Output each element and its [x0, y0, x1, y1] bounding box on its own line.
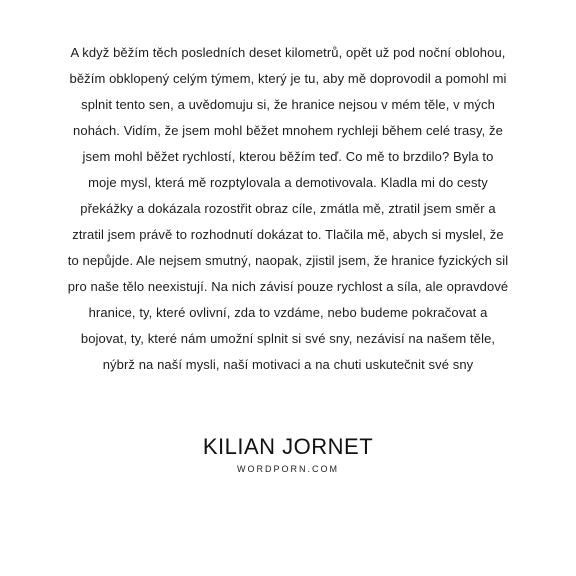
quote-line: moje mysl, která mě rozptylovala a demotivovala. Kladla mi do cesty	[88, 175, 488, 190]
quote-line: to nepůjde. Ale nejsem smutný, naopak, zjistil jsem, že hranice fyzických sil	[67, 253, 509, 268]
author-name: KILIAN JORNET	[202, 434, 374, 459]
quote-line: nohách. Vidím, že jsem mohl běžet mnohem rychleji během celé trasy, že	[73, 123, 503, 138]
quote-line: jsem mohl běžet rychlostí, kterou běžím teď. Co mě to brzdilo? Byla to	[82, 149, 494, 164]
quote-line: překážky a dokázala rozostřit obraz cíle, zmátla mě, ztratil jsem směr a	[80, 201, 496, 216]
quote-line: hranice, ty, které ovlivní, zda to vzdáme, nebo budeme pokračovat a	[88, 305, 488, 320]
quote-line: pro naše tělo neexistují. Na nich závisí pouze rychlost a síla, ale opravdové	[67, 279, 509, 294]
quote-line: bojovat, ty, které nám umožní splnit si své sny, nezávisí na našem těle,	[80, 331, 496, 346]
quote-line: A když běžím těch posledních deset kilometrů, opět už pod noční oblohou,	[70, 45, 506, 60]
quote-line: nýbrž na naší mysli, naší motivaci a na chuti uskutečnit své sny	[102, 357, 474, 372]
quote-line: splnit tento sen, a uvědomuju si, že hranice nejsou v mém těle, v mých	[81, 97, 495, 112]
quote-line: běžím obklopený celým týmem, který je tu, aby mě doprovodil a pomohl mi	[69, 71, 507, 86]
quote-line: ztratil jsem právě to rozhodnutí dokázat to. Tlačila mě, abych si myslel, že	[72, 227, 504, 242]
site-watermark: WORDPORN.COM	[237, 464, 339, 474]
quote-text	[38, 40, 538, 378]
